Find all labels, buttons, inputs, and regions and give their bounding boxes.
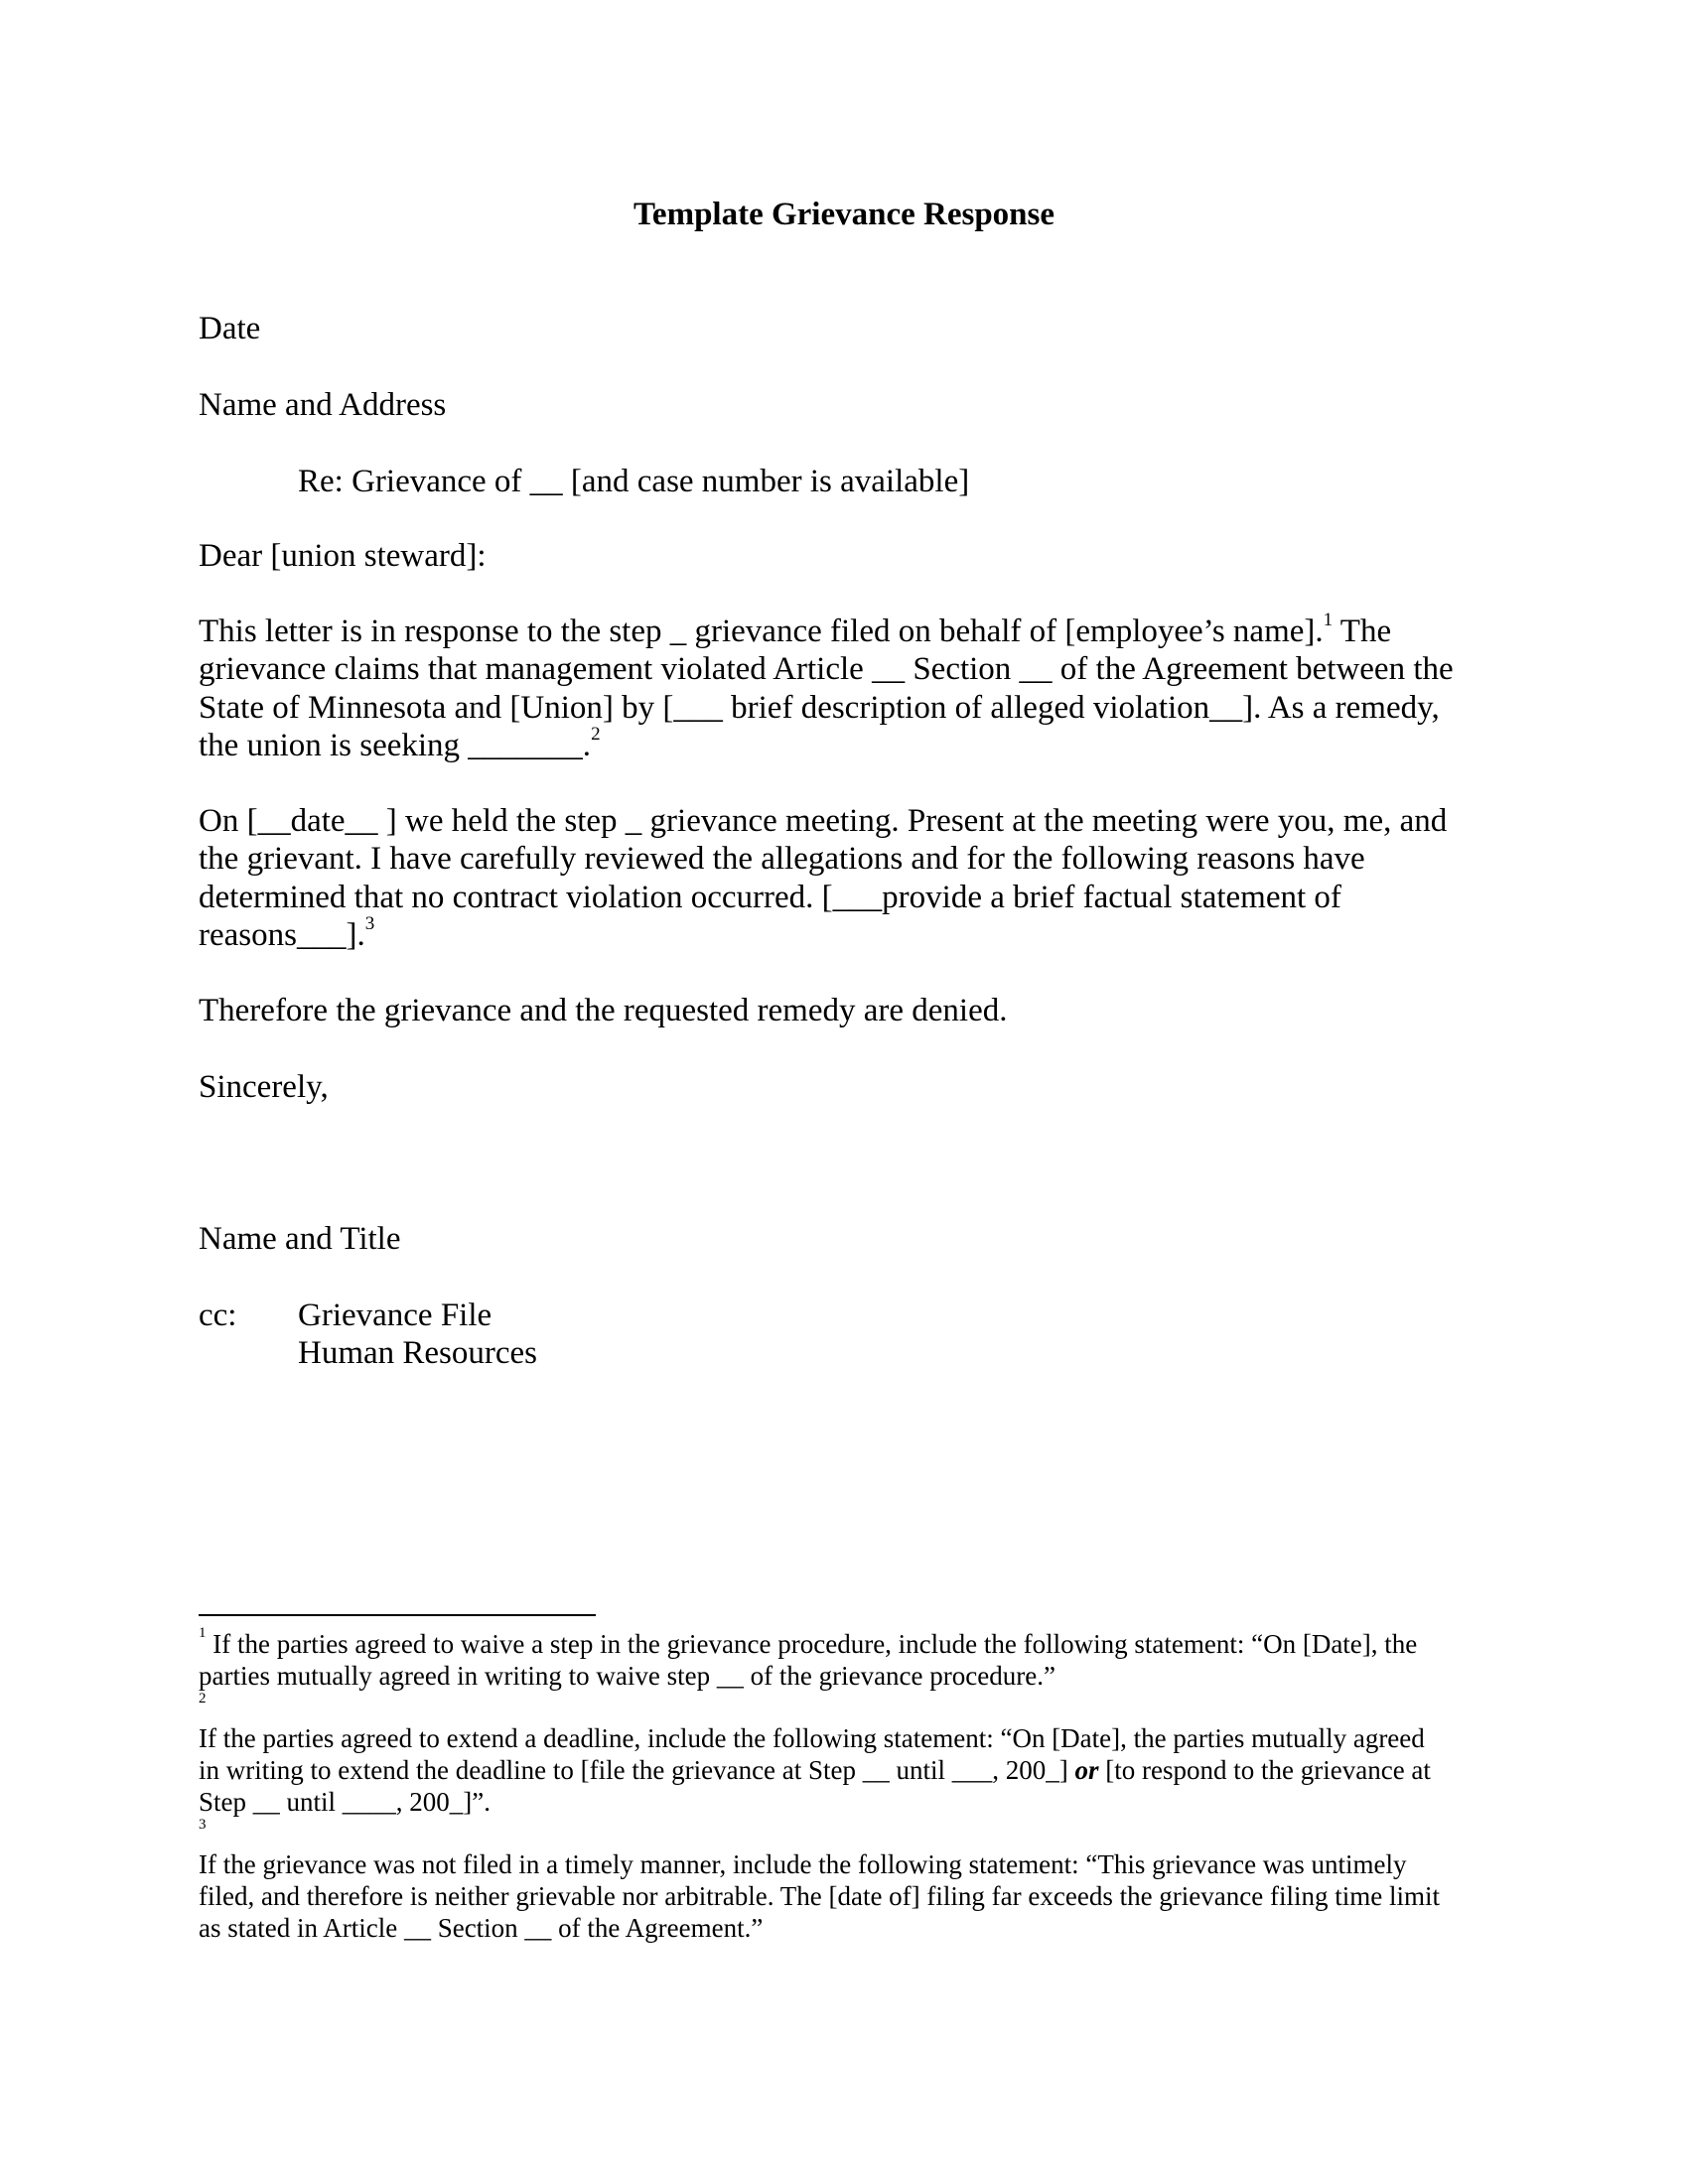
footnote-line: parties mutually agreed in writing to waive step __ of the grievance procedure.” [199,1661,1055,1691]
paragraph-conclusion: Therefore the grievance and the requested remedy are denied. [199,993,1008,1028]
paragraph-line [199,723,1489,764]
document-title: Template Grievance Response [633,197,1055,232]
footnote-3 [199,1848,1489,1944]
footnote-mark-2: 2 [199,1691,207,1706]
footnote-text: [to respond to the grievance at [1098,1755,1431,1785]
paragraph-meeting [199,802,1489,954]
date-label: Date [199,311,261,346]
cc-label: cc: [199,1297,237,1333]
footnote-or-emphasis: or [1074,1755,1099,1785]
footnote-line: If the grievance was not filed in a timely manner, include the following statement: “This grievance was untimely [199,1849,1407,1879]
signature-name-title: Name and Title [199,1221,401,1257]
paragraph-line: the grievant. I have carefully reviewed the allegations and for the following reasons have [199,841,1365,878]
footnote-ref-2[interactable]: 2 [591,723,601,745]
closing: Sincerely, [199,1069,329,1105]
footnote-line: filed, and therefore is neither grievable nor arbitrable. The [date of] filing far exceeds the grievance filing time limit [199,1881,1440,1911]
paragraph-line: determined that no contract violation occurred. [___provide a brief factual statement of [199,879,1341,915]
paragraph-text: the union is seeking _______. [199,727,592,763]
name-address-label: Name and Address [199,387,447,423]
footnote-text: If the parties agreed to waive a step in the grievance procedure, include the following statement: “On [Date], the [206,1629,1418,1659]
footnote-separator [199,1614,596,1616]
footnote-mark-3: 3 [199,1817,207,1833]
footnote-1 [199,1625,1489,1692]
footnote-line [199,1625,1489,1660]
salutation: Dear [union steward]: [199,538,487,574]
paragraph-line: grievance claims that management violated Article __ Section __ of the Agreement between the [199,651,1454,688]
cc-list [298,1297,537,1372]
paragraph-response [199,610,1489,764]
footnote-text: in writing to extend the deadline to [file the grievance at Step __ until ___, 200_] [199,1755,1075,1785]
paragraph-text: reasons___]. [199,916,365,953]
cc-item: Human Resources [298,1335,538,1371]
footnote-line [199,1754,1489,1786]
paragraph-line: State of Minnesota and [Union] by [___ brief description of alleged violation__]. As a remedy, [199,689,1440,726]
footnote-2 [199,1722,1489,1818]
footnote-ref-3[interactable]: 3 [364,912,375,934]
paragraph-line: On [__date__ ] we held the step _ grievance meeting. Present at the meeting were you, me, and [199,803,1448,839]
paragraph-line [199,912,1489,954]
footnote-line: Step __ until ____, 200_]”. [199,1787,491,1817]
footnote-ref-1[interactable]: 1 [1323,610,1334,630]
cc-item: Grievance File [298,1297,492,1333]
footnote-line: If the parties agreed to extend a deadline, include the following statement: “On [Date], the parties mutually agreed [199,1723,1425,1753]
re-line: Re: Grievance of __ [and case number is available] [298,464,970,499]
paragraph-text: This letter is in response to the step _ grievance filed on behalf of [employee’s name]. [199,614,1324,649]
footnote-line: as stated in Article __ Section __ of the Agreement.” [199,1913,764,1943]
paragraph-text: The [1333,614,1392,649]
paragraph-line [199,610,1489,650]
footnote-mark: 1 [199,1625,207,1641]
